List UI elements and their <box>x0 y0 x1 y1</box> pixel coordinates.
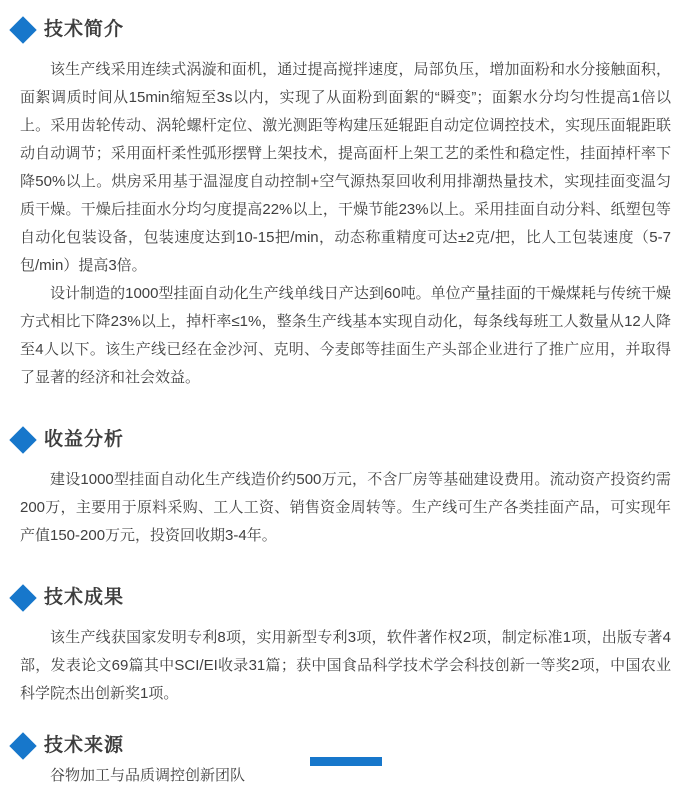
section-heading <box>9 426 671 454</box>
section-title: 技术来源 <box>44 735 125 756</box>
paragraph: 该生产线获国家发明专利8项，实用新型专利3项，软件著作权2项，制定标准1项，出版专著4部，发表论文69篇其中SCI/EI收录31篇；获中国食品科学技术学会科技创新一等奖2项，中国农业科学院杰出创新奖1项。 <box>20 629 671 702</box>
section-title: 技术简介 <box>44 19 125 40</box>
diamond-icon <box>9 426 37 454</box>
diamond-icon <box>9 584 37 612</box>
paragraph: 建设1000型挂面自动化生产线造价约500万元，不含厂房等基础建设费用。流动资产投资约需200万，主要用于原料采购、工人工资、销售资金周转等。生产线可生产各类挂面产品，可实现年产值150-200万元，投资回收期3-4年。 <box>20 471 671 544</box>
section-tech-achievements <box>20 584 671 708</box>
section-title: 收益分析 <box>44 429 125 450</box>
section-revenue-analysis <box>20 426 671 550</box>
paragraph: 谷物加工与品质调控创新团队 <box>50 767 246 784</box>
section-heading <box>9 16 671 44</box>
diamond-icon <box>9 732 37 760</box>
bottom-accent-bar <box>310 757 382 766</box>
section-heading <box>9 584 671 612</box>
paragraph: 该生产线采用连续式涡漩和面机，通过提高搅拌速度，局部负压，增加面粉和水分接触面积，面絮调质时间从15min缩短至3s以内，实现了从面粉到面絮的“瞬变”；面絮水分均匀性提高1倍以上。采用齿轮传动、涡轮螺杆定位、激光测距等构建压延辊距自动定位调控技术，实现压面辊距联动自动调节；采用面杆柔性弧形摆臂上架技术，提高面杆上架工艺的柔性和稳定性，挂面掉杆率下降50%以上。烘房采用基于温湿度自动控制+空气源热泵回收利用排潮热量技术，实现挂面变温匀质干燥。干燥后挂面水分均匀度提高22%以上，干燥节能23%以上。采用挂面自动分料、纸塑包等自动化包装设备，包装速度达到10-15把/min，动态称重精度可达±2克/把，比人工包装速度（5-7包/min）提高3倍。 <box>20 61 671 274</box>
paragraph: 设计制造的1000型挂面自动化生产线单线日产达到60吨。单位产量挂面的干燥煤耗与传统干燥方式相比下降23%以上，掉杆率≤1%，整条生产线基本实现自动化，每条线每班工人数量从12人降至4人以下。该生产线已经在金沙河、克明、今麦郎等挂面生产头部企业进行了推广应用，并取得了显著的经济和社会效益。 <box>20 285 671 386</box>
diamond-icon <box>9 16 37 44</box>
section-tech-intro <box>20 16 671 392</box>
section-heading <box>9 732 671 760</box>
section-title: 技术成果 <box>44 587 125 608</box>
